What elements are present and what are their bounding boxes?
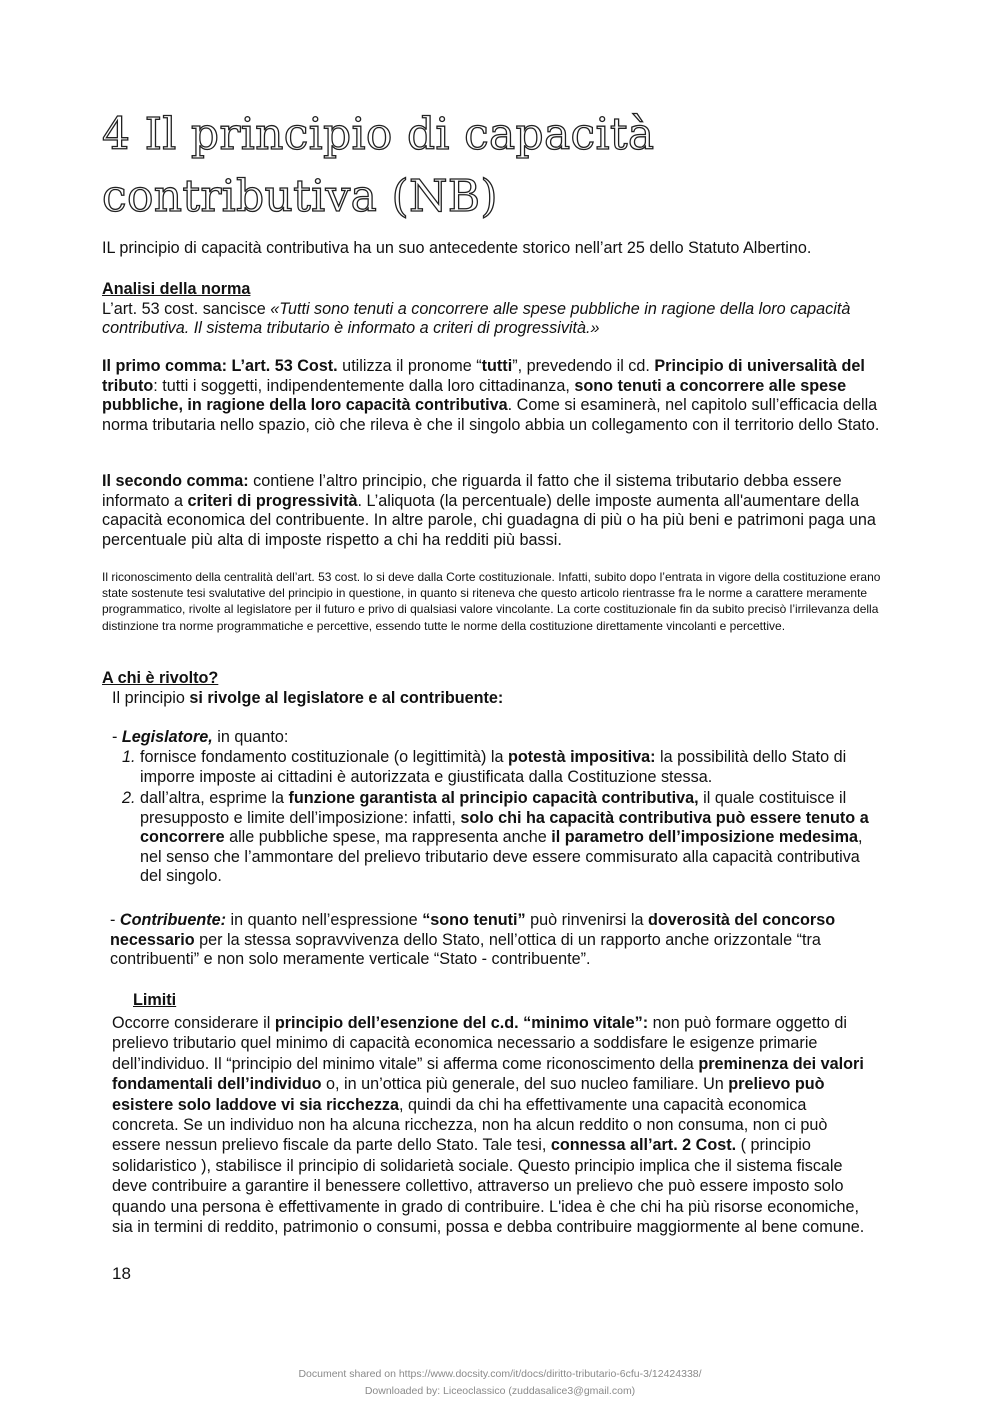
primo-comma-label: Il primo comma: L’art. 53 Cost. bbox=[102, 357, 338, 375]
bold-run: Principio di universalità del tributo bbox=[102, 357, 865, 395]
text-run: , quindi da chi ha effettivamente una capacità economica concreta. Se un individuo non ha alcuna ricchezza, non ha alcun reddito o non consuma, non ci può essere nessun prelievo fiscale da parte dello Stato. Tale tesi, bbox=[112, 1095, 828, 1155]
bold-run: potestà impositiva: bbox=[508, 748, 656, 766]
intro-paragraph: IL principio di capacità contributiva ha un suo antecedente storico nell’art 25 dello Statuto Albertino. bbox=[102, 239, 812, 257]
a-chi-heading bbox=[102, 669, 897, 689]
text-run: Occorre considerare il bbox=[112, 1014, 275, 1032]
text-run: Il principio bbox=[112, 689, 190, 707]
analisi-prefix: L’art. 53 cost. sancisce bbox=[102, 299, 271, 318]
dash: - bbox=[110, 911, 120, 929]
text-run: o, in un’ottica più generale, del suo nucleo familiare. Un bbox=[321, 1075, 729, 1094]
bold-run: “sono tenuti” bbox=[422, 911, 526, 929]
page-number: 18 bbox=[112, 1264, 131, 1283]
text-run: : tutti i soggetti, indipendentemente dalla loro cittadinanza, bbox=[153, 376, 575, 395]
text-run: dall’altra, esprime la bbox=[140, 789, 289, 807]
contribuente-label: Contribuente: bbox=[119, 911, 226, 929]
secondo-comma-label: Il secondo comma: bbox=[102, 472, 249, 490]
bold-run: funzione garantista al principio capacità contributiva, bbox=[288, 789, 699, 807]
analisi-text bbox=[102, 300, 897, 339]
text-run: in quanto nell’espressione bbox=[226, 911, 423, 929]
bold-run: tutti bbox=[481, 357, 513, 375]
text-run: la possibilità dello Stato di imporre imposte ai cittadini è autorizzata e giustificata dalla Costituzione stessa. bbox=[140, 748, 847, 786]
item-text bbox=[140, 789, 882, 887]
contribuente-paragraph bbox=[110, 911, 890, 970]
bold-run: connessa all’art. 2 Cost. bbox=[550, 1136, 737, 1155]
heading-text: A chi è rivolto? bbox=[102, 669, 219, 687]
text-run: contiene l’altro principio, che riguarda il fatto che il sistema tributario debba essere informato a bbox=[102, 472, 842, 510]
footer-downloaded: Downloaded by: Liceoclassico (zuddasalice3@gmail.com) bbox=[364, 1385, 636, 1397]
text-run: può rinvenirsi la bbox=[525, 911, 648, 929]
text-run: ( principio solidaristico ), stabilisce il principio di solidarietà sociale. Questo principio implica che il sistema fiscale deve contribuire a garantire il benessere collettivo, attraverso un prelievo che può essere imposto solo quando una persona è effettivamente in grado di contribuire. L'idea è che chi ha più risorse economiche, sia in termini di reddito, patrimonio o consumi, possa e debba contribuire maggiormente al bene comune. bbox=[112, 1136, 865, 1237]
limiti-paragraph bbox=[112, 1013, 872, 1237]
text-run: ”, prevedendo il cd. bbox=[512, 357, 655, 375]
legislatore-item-1 bbox=[122, 748, 882, 787]
text-run: utilizza il pronome “ bbox=[337, 357, 482, 375]
item-number: 1. bbox=[122, 748, 136, 766]
text-run: alle pubbliche spese, ma rappresenta anche bbox=[224, 828, 552, 847]
secondo-comma-paragraph bbox=[102, 472, 897, 550]
nota-paragraph: Il riconoscimento della centralità dell’art. 53 cost. lo si deve dalla Corte costituzionale. Infatti, subito dopo l’entrata in vigore della costituzione erano state sostenute tesi svalutative del principio in questione, in quanto si riteneva che questo articolo rientrasse fra le norme a carattere meramente programmatico, rivolte al legislatore per il futuro e privo di qualsiasi valore vincolante. La corte costituzionale fin da subito precisò l’irrilevanza della distinzione tra norme programmatiche e percettive, essendo tutte le norme della costituzione direttamente vincolanti e percettive. bbox=[102, 570, 881, 633]
legislatore-label-line bbox=[112, 728, 892, 748]
footer-shared: Document shared on https://www.docsity.com/it/docs/diritto-tributario-6cfu-3/12424338/ bbox=[298, 1368, 702, 1380]
analisi-section bbox=[102, 280, 897, 339]
legislatore-label: Legislatore, bbox=[121, 728, 213, 746]
primo-comma-paragraph bbox=[102, 357, 897, 435]
text-run: . Come si esaminerà, nel capitolo sull’efficacia della norma tributaria nello spazio, ciò che rileva è che il singolo abbia un collegamento con il territorio dello Stato. bbox=[102, 396, 880, 434]
text-run: per la stessa sopravvivenza dello Stato, nell’ottica di un rapporto anche orizzontale “tra contribuenti” e non solo meramente verticale “Stato - contribuente”. bbox=[110, 930, 821, 969]
bold-run: il parametro dell’imposizione medesima bbox=[551, 828, 859, 847]
legislatore-item-2 bbox=[122, 789, 882, 887]
text-run: . L’aliquota (la percentuale) delle imposte aumenta all'aumentare della capacità economica del contribuente. In altre parole, chi guadagna di più o ha più beni e patrimoni paga una percentuale più alta di imposte rispetto a chi ha redditi più bassi. bbox=[102, 491, 876, 549]
section-title: 4 Il principio di capacità contributiva (NB) bbox=[102, 109, 655, 222]
text-run: non può formare oggetto di prelievo tributario quel minimo di capacità economica necessario a soddisfare le esigenze primarie dell’individuo. Il “principio del minimo vitale” si afferma come riconoscimento della bbox=[112, 1014, 848, 1073]
bold-run: preminenza dei valori fondamentali dell’individuo bbox=[112, 1054, 864, 1094]
dash: - bbox=[112, 728, 122, 746]
item-number: 2. bbox=[122, 789, 136, 807]
analisi-heading: Analisi della norma bbox=[102, 280, 251, 298]
bold-run: criteri di progressività bbox=[187, 491, 358, 510]
text-run: il quale costituisce il presupposto e limite dell’imposizione: infatti, bbox=[140, 789, 847, 827]
text-run: , nel senso che l’ammontare del prelievo tributario deve essere commisurato alla capacità contributiva del singolo. bbox=[140, 828, 863, 886]
bold-run: doverosità del concorso necessario bbox=[110, 911, 836, 949]
bold-run: solo chi ha capacità contributiva può essere tenuto a concorrere bbox=[140, 808, 869, 847]
bold-run: si rivolge al legislatore e al contribuente: bbox=[189, 689, 504, 707]
limiti-heading: Limiti bbox=[133, 991, 177, 1009]
art53-quote: «Tutti sono tenuti a concorrere alle spese pubbliche in ragione della loro capacità contributiva. Il sistema tributario è informato a criteri di progressività.» bbox=[102, 299, 851, 338]
bold-run: principio dell’esenzione del c.d. “minimo vitale”: bbox=[274, 1014, 649, 1032]
a-chi-text bbox=[112, 689, 892, 709]
text-run: fornisce fondamento costituzionale (o legittimità) la bbox=[140, 748, 508, 766]
bold-run: prelievo può esistere solo laddove vi sia ricchezza bbox=[112, 1075, 825, 1114]
bold-run: sono tenuti a concorrere alle spese pubbliche, in ragione della loro capacità contributiva bbox=[102, 376, 847, 415]
text-run: in quanto: bbox=[212, 728, 289, 746]
item-text bbox=[140, 748, 882, 787]
